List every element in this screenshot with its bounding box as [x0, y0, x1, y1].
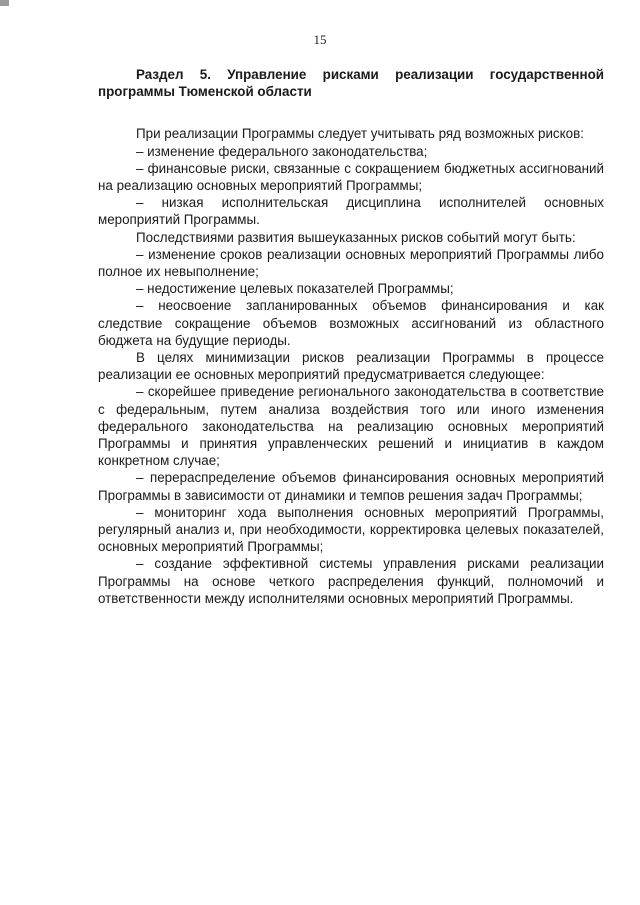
list-item: – скорейшее приведение регионального законодательства в соответствие с федеральным, путем анализа воздействия того или иного изменения федерального законодательства на реализацию основных мероприятий Программы и принятия управленческих решений и инициатив в каждом конкретном случае;: [98, 384, 604, 469]
list-item: – изменение федерального законодательства;: [136, 143, 428, 159]
list-item: – изменение сроков реализации основных мероприятий Программы либо полное их невыполнение;: [98, 246, 604, 280]
list-item: – мониторинг хода выполнения основных мероприятий Программы, регулярный анализ и, при необходимости, корректировка целевых показателей, основных мероприятий Программы;: [98, 504, 604, 555]
document-body: [98, 66, 604, 607]
list-item: – перераспределение объемов финансирования основных мероприятий Программы в зависимости от динамики и темпов решения задач Программы;: [98, 470, 604, 503]
list-item: – неосвоение запланированных объемов финансирования и как следствие сокращение объемов возможных ассигнований из областного бюджета на будущие периоды.: [98, 298, 604, 348]
scan-corner-mark: [0, 0, 9, 6]
list-item: – финансовые риски, связанные с сокращением бюджетных ассигнований на реализацию основных мероприятий Программы;: [98, 160, 604, 194]
page-number: 15: [313, 32, 327, 47]
list-item: – низкая исполнительская дисциплина исполнителей основных мероприятий Программы.: [98, 195, 604, 228]
paragraph: Последствиями развития вышеуказанных рисков событий могут быть:: [136, 229, 576, 245]
paragraph: В целях минимизации рисков реализации Программы в процессе реализации ее основных мероприятий предусматривается следующее:: [98, 350, 604, 383]
list-item: – недостижение целевых показателей Программы;: [136, 281, 454, 297]
paragraph: При реализации Программы следует учитывать ряд возможных рисков:: [136, 126, 584, 142]
list-item: – создание эффективной системы управления рисками реализации Программы на основе четкого распределения функций, полномочий и ответственности между исполнителями основных мероприятий Программы.: [98, 556, 604, 606]
section-heading: Раздел 5. Управление рисками реализации государственной программы Тюменской области: [98, 67, 604, 100]
